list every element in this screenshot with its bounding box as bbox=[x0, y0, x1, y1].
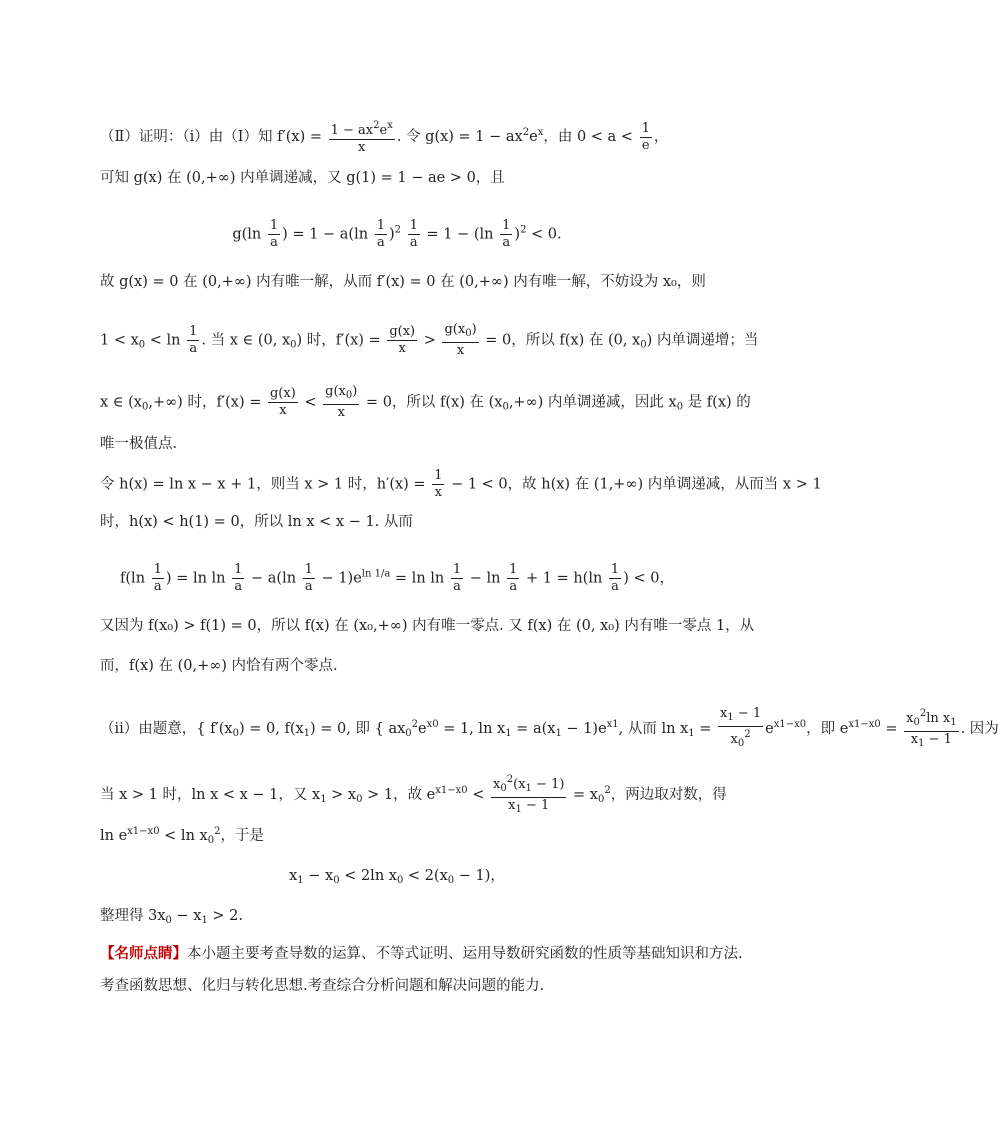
comment-tag: 【名师点睛】 bbox=[100, 945, 187, 962]
conclusion-line: 整理得 $3x_0 - x_1 > 2$. bbox=[100, 908, 244, 926]
proof-line-6: x ∈ $(x_0,+\infty)$ 时，f′(x) = $\frac{g(x)}{x}$ < $\frac{g(x_0)}{x}$ = 0，所以 f(x) 在 $(x_0,+\infty)$ 内单调递减，因此 $x_0$ 是 f(x) 的 bbox=[100, 384, 751, 420]
proof-line-9: 时，h(x) < h(1) = 0，所以 ln x < x − 1. 从而 bbox=[100, 514, 413, 530]
proof-line-12: 而，f(x) 在 (0,+∞) 内恰有两个零点. bbox=[100, 658, 338, 674]
proof-line-1: （Ⅱ）证明：（i）由（Ⅰ）知 f′(x) = $\frac{1 - ax^2e^x}{x}$ . 令 $g(x) = 1 - ax^2e^x$，由 0 < a < $\frac{1}{e}$ ， bbox=[100, 120, 669, 155]
comment-text-1: 本小题主要考查导数的运算、不等式证明、运用导数研究函数的性质等基础知识和方法. bbox=[187, 946, 743, 962]
formula-inequality: $x_1 - x_0 < 2\ln$ $x_0 < 2(x_0 - 1)$， bbox=[289, 868, 505, 886]
comment-line-1 bbox=[100, 944, 743, 964]
proof-line-15: $\ln e^{x1-x0} < \ln x_0^2$，于是 bbox=[100, 826, 264, 846]
formula-f-ln: f(ln $\frac{1}{a}$ ) = ln ln $\frac{1}{a}$ − a(ln $\frac{1}{a}$ − $1)e^{ln 1/a} = \ln \ln$ $\frac{1}{a}$ − ln $\frac{1}{a}$ + 1 = h(ln $\frac{1}{a}$ ) < 0， bbox=[120, 562, 674, 594]
comment-line-2: 考查函数思想、化归与转化思想.考查综合分析问题和解决问题的能力. bbox=[100, 978, 545, 994]
proof-line-13: （ii）由题意，{ $f'(x_0) = 0$, $f(x_1) = 0$, 即 { $ax_0^2e^{x0} = 1$, $\ln x_1 = a(x_1 - 1)e^{x1}$, 从而 $\ln x_1$ = $\frac{x_1 - 1}{x_0^2}$ $e^{x1-x0}$，即 $e^{x1-x0}$ = $\frac{x_0^2\ln x_1}{x_1 - 1}$ . 因为 bbox=[100, 706, 999, 749]
proof-line-14: 当 x > 1 时，ln x < x − 1，又 $x_1 > x_0 > 1$，故 $e^{x1-x0}$ < $\frac{x_0^2(x_1 - 1)}{x_1 - 1}$ = $x_0^2$，两边取对数，得 bbox=[100, 774, 727, 815]
formula-g-ln: g(ln $\frac{1}{a}$ ) = 1 − a(ln $\frac{1}{a}$ )$^2$ $\frac{1}{a}$ = 1 − (ln $\frac{1}{a}$ )$^2$ < 0. bbox=[232, 218, 562, 250]
proof-line-2: 可知 g(x) 在 (0,+∞) 内单调递减，又 g(1) = 1 − ae > 0，且 bbox=[100, 170, 505, 186]
proof-line-4: 故 g(x) = 0 在 (0,+∞) 内有唯一解，从而 f′(x) = 0 在 (0,+∞) 内有唯一解，不妨设为 x₀，则 bbox=[100, 274, 706, 290]
proof-line-5: $1 < x_0 < \ln$ $\frac{1}{a}$ . 当 x ∈ (0, $x_0$) 时，f′(x) = $\frac{g(x)}{x}$ > $\frac{g(x_0)}{x}$ = 0，所以 f(x) 在 (0, $x_0$) 内单调递增；当 bbox=[100, 322, 759, 358]
proof-line-8: 令 h(x) = ln x − x + 1，则当 x > 1 时，h′(x) = $\frac{1}{x}$ − 1 < 0，故 h(x) 在 (1,+∞) 内单调递减，从而当 x > 1 bbox=[100, 468, 822, 500]
proof-line-7: 唯一极值点. bbox=[100, 436, 178, 452]
proof-line-11: 又因为 f(x₀) > f(1) = 0，所以 f(x) 在 (x₀,+∞) 内有唯一零点. 又 f(x) 在 (0, x₀) 内有唯一零点 1，从 bbox=[100, 618, 755, 634]
